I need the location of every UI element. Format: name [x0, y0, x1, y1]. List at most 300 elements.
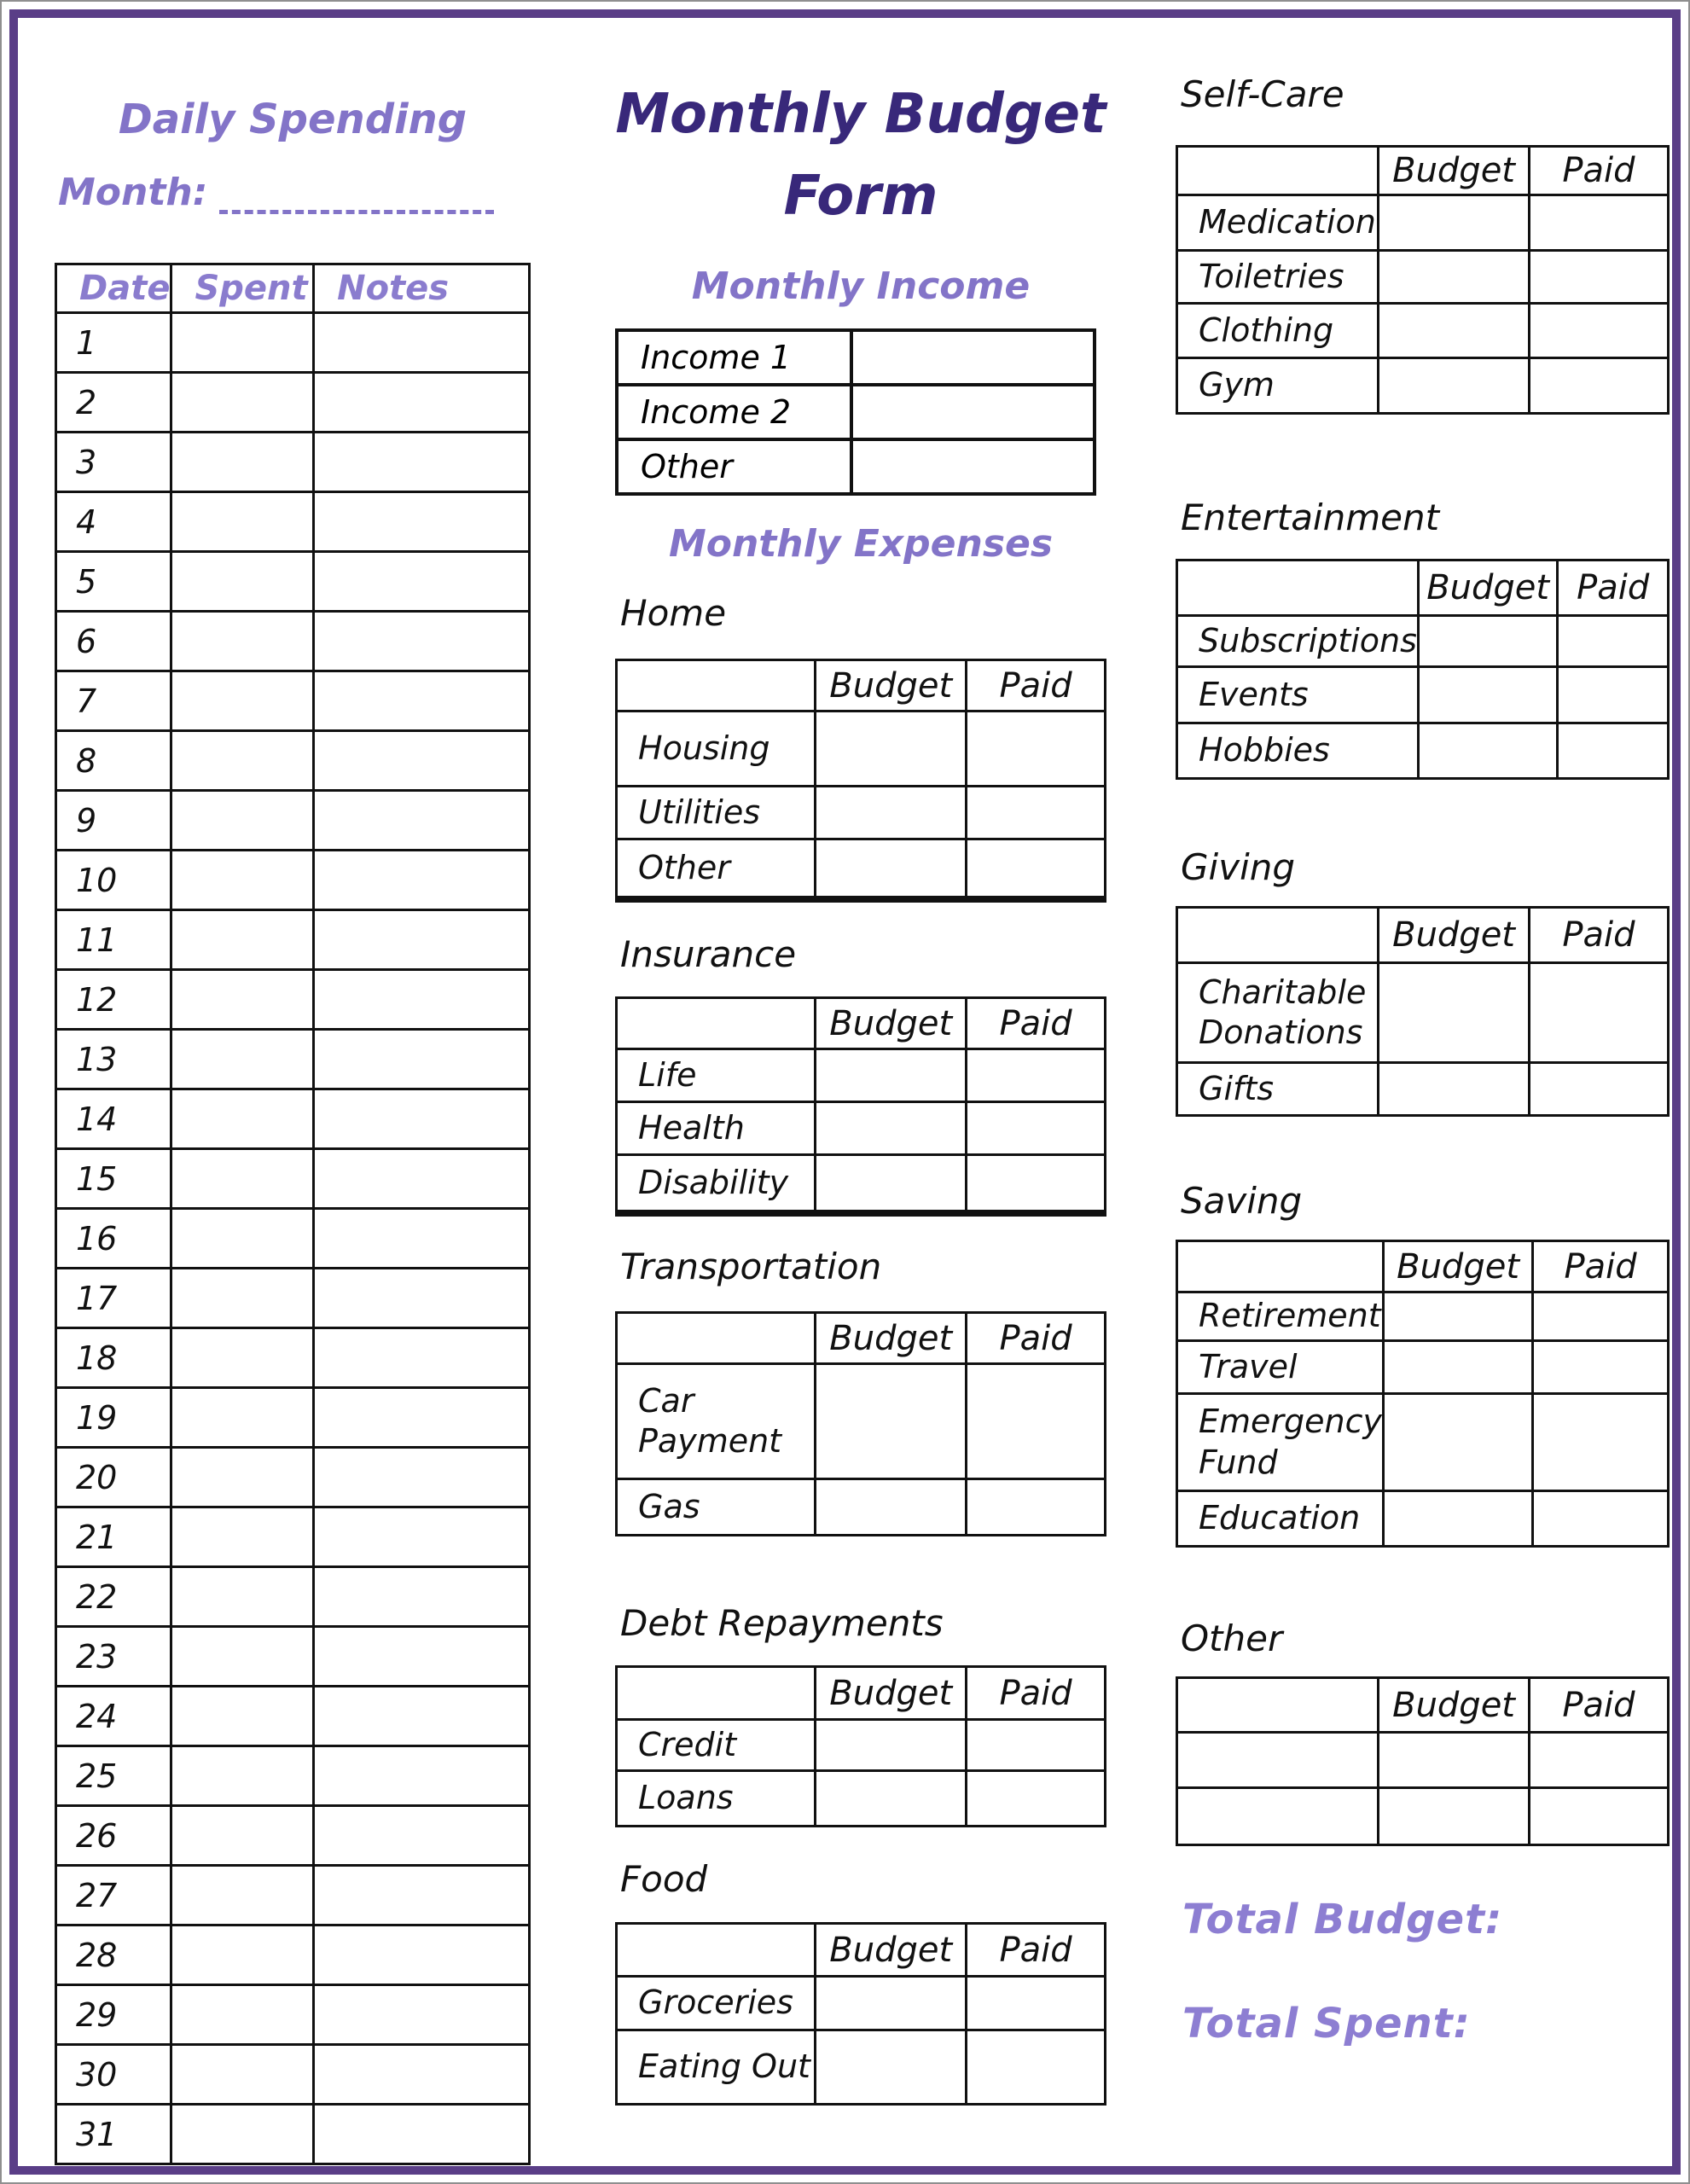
row-label: 22	[56, 1567, 171, 1627]
row-label: 30	[56, 2045, 171, 2105]
notes-cell	[314, 1388, 530, 1448]
table-row	[1177, 667, 1669, 723]
row-label: Disability	[617, 1155, 816, 1213]
paid-column-header: Paid	[1529, 1678, 1668, 1733]
table-row	[56, 2105, 530, 2164]
paid-cell	[967, 787, 1106, 839]
notes-cell	[314, 791, 530, 851]
table-row	[617, 1479, 1106, 1536]
notes-cell	[314, 1030, 530, 1089]
paid-cell	[1533, 1341, 1669, 1394]
row-label: Car Payment	[617, 1364, 816, 1479]
notes-cell	[314, 671, 530, 731]
spent-cell	[171, 1926, 314, 1985]
table-row	[56, 313, 530, 373]
corner-cell	[617, 1313, 816, 1364]
row-label: Gym	[1177, 358, 1379, 414]
spent-cell	[171, 612, 314, 671]
row-label: Life	[617, 1049, 816, 1102]
section-label-giving: Giving	[1181, 846, 1296, 888]
spent-cell	[171, 1388, 314, 1448]
budget-cell	[1379, 1733, 1530, 1788]
row-label: 27	[56, 1866, 171, 1926]
table-row	[56, 1687, 530, 1746]
table-row	[56, 910, 530, 970]
row-label: Income 1	[617, 330, 851, 385]
notes-cell	[314, 1687, 530, 1746]
section-label-transportation: Transportation	[620, 1246, 882, 1287]
paid-cell	[1533, 1394, 1669, 1491]
spent-cell	[171, 1089, 314, 1149]
row-label: Utilities	[617, 787, 816, 839]
paid-cell	[967, 1364, 1106, 1479]
table-row	[56, 851, 530, 910]
table-row	[1177, 1063, 1669, 1116]
date-column-header: Date	[56, 264, 171, 313]
home-header-row	[617, 660, 1106, 712]
spent-cell	[171, 2045, 314, 2105]
corner-cell	[1177, 908, 1379, 963]
table-row	[56, 1866, 530, 1926]
section-label-food: Food	[620, 1858, 708, 1900]
spent-cell	[171, 1806, 314, 1866]
other-header-row	[1177, 1678, 1669, 1733]
paid-cell	[1529, 963, 1668, 1063]
budget-column-header: Budget	[816, 1924, 967, 1977]
page-title-line2: Form	[783, 165, 938, 228]
budget-column-header: Budget	[1379, 1678, 1530, 1733]
notes-cell	[314, 851, 530, 910]
budget-cell	[1418, 667, 1557, 723]
transportation-table	[615, 1311, 1106, 1536]
table-row	[1177, 1491, 1669, 1547]
budget-cell	[816, 1102, 967, 1155]
debt-repayments-table	[615, 1665, 1106, 1827]
budget-cell	[816, 839, 967, 899]
paid-column-header: Paid	[967, 1313, 1106, 1364]
notes-cell	[314, 552, 530, 612]
paid-cell	[1529, 1063, 1668, 1116]
notes-cell	[314, 1269, 530, 1328]
row-label: Housing	[617, 712, 816, 787]
budget-column-header: Budget	[1418, 561, 1557, 616]
giving-table	[1176, 906, 1670, 1117]
table-row	[56, 1806, 530, 1866]
row-label: 4	[56, 492, 171, 552]
table-row	[56, 433, 530, 492]
row-label: 25	[56, 1746, 171, 1806]
table-row	[1177, 1341, 1669, 1394]
notes-cell	[314, 2105, 530, 2164]
paid-cell	[1529, 358, 1668, 414]
spent-cell	[171, 791, 314, 851]
table-row	[56, 1269, 530, 1328]
notes-cell	[314, 1089, 530, 1149]
paid-column-header: Paid	[967, 660, 1106, 712]
budget-cell	[1379, 358, 1530, 414]
notes-cell	[314, 970, 530, 1030]
spent-cell	[171, 552, 314, 612]
budget-cell	[1379, 195, 1530, 251]
notes-cell	[314, 492, 530, 552]
table-row	[56, 970, 530, 1030]
budget-column-header: Budget	[816, 998, 967, 1049]
table-row	[617, 2030, 1106, 2105]
corner-cell	[617, 998, 816, 1049]
paid-cell	[1529, 1788, 1668, 1845]
spent-cell	[171, 1687, 314, 1746]
row-label: 9	[56, 791, 171, 851]
monthly-expenses-heading: Monthly Expenses	[668, 522, 1054, 566]
corner-cell	[617, 660, 816, 712]
spent-cell	[171, 731, 314, 791]
row-label: 31	[56, 2105, 171, 2164]
budget-cell	[1379, 251, 1530, 304]
paid-cell	[1558, 723, 1669, 779]
notes-cell	[314, 1507, 530, 1567]
row-label: 28	[56, 1926, 171, 1985]
spent-cell	[171, 492, 314, 552]
row-label: 24	[56, 1687, 171, 1746]
row-label: 23	[56, 1627, 171, 1687]
table-row	[1177, 195, 1669, 251]
budget-cell	[1379, 1788, 1530, 1845]
paid-cell	[967, 1049, 1106, 1102]
budget-column-header: Budget	[816, 1313, 967, 1364]
paid-column-header: Paid	[1533, 1241, 1669, 1292]
table-row	[56, 791, 530, 851]
spent-cell	[171, 1985, 314, 2045]
row-label: Gifts	[1177, 1063, 1379, 1116]
spent-cell	[171, 313, 314, 373]
budget-cell	[1418, 616, 1557, 667]
notes-cell	[314, 1328, 530, 1388]
spent-cell	[171, 1269, 314, 1328]
self-care-table	[1176, 145, 1670, 415]
budget-column-header: Budget	[1384, 1241, 1533, 1292]
paid-cell	[1529, 251, 1668, 304]
row-label: 15	[56, 1149, 171, 1209]
budget-cell	[816, 2030, 967, 2105]
row-label: 17	[56, 1269, 171, 1328]
table-row	[617, 839, 1106, 899]
amount-cell	[851, 330, 1095, 385]
budget-cell	[1418, 723, 1557, 779]
table-row	[617, 330, 1095, 385]
table-row	[617, 385, 1095, 439]
table-row	[56, 1388, 530, 1448]
month-blank-line	[219, 177, 494, 214]
notes-cell	[314, 433, 530, 492]
spent-cell	[171, 1209, 314, 1269]
paid-cell	[1558, 667, 1669, 723]
paid-cell	[967, 712, 1106, 787]
section-label-entertainment: Entertainment	[1181, 497, 1440, 538]
section-label-other: Other	[1181, 1618, 1283, 1659]
section-label-insurance: Insurance	[620, 933, 797, 975]
row-label: Groceries	[617, 1977, 816, 2030]
row-label: Gas	[617, 1479, 816, 1536]
row-label: Medication	[1177, 195, 1379, 251]
table-row	[1177, 251, 1669, 304]
notes-cell	[314, 1985, 530, 2045]
food-header-row	[617, 1924, 1106, 1977]
table-row	[56, 1149, 530, 1209]
spent-cell	[171, 2105, 314, 2164]
table-row	[1177, 1788, 1669, 1845]
row-label: Health	[617, 1102, 816, 1155]
paid-column-header: Paid	[967, 1924, 1106, 1977]
budget-cell	[1379, 1063, 1530, 1116]
row-label: 26	[56, 1806, 171, 1866]
row-label: Travel	[1177, 1341, 1384, 1394]
paid-column-header: Paid	[1529, 147, 1668, 195]
spent-cell	[171, 433, 314, 492]
notes-cell	[314, 1149, 530, 1209]
table-row	[1177, 616, 1669, 667]
month-field-row	[58, 171, 494, 214]
section-label-debt-repayments: Debt Repayments	[620, 1602, 944, 1644]
row-label: 2	[56, 373, 171, 433]
paid-cell	[967, 1771, 1106, 1827]
total-spent-label: Total Spent:	[1182, 2000, 1471, 2048]
row-label	[1177, 1733, 1379, 1788]
spent-cell	[171, 1866, 314, 1926]
notes-cell	[314, 1627, 530, 1687]
corner-cell	[617, 1667, 816, 1720]
row-label: 10	[56, 851, 171, 910]
budget-column-header: Budget	[816, 660, 967, 712]
row-label: 5	[56, 552, 171, 612]
budget-cell	[1384, 1491, 1533, 1547]
table-row	[56, 2045, 530, 2105]
paid-cell	[967, 1977, 1106, 2030]
notes-cell	[314, 1448, 530, 1507]
table-row	[617, 1977, 1106, 2030]
paid-cell	[1533, 1491, 1669, 1547]
entertainment-header-row	[1177, 561, 1669, 616]
paid-cell	[967, 1155, 1106, 1213]
table-row	[617, 1720, 1106, 1771]
daily-spending-table	[55, 263, 531, 2165]
row-label: 21	[56, 1507, 171, 1567]
spent-cell	[171, 1627, 314, 1687]
spent-cell	[171, 1507, 314, 1567]
table-row	[617, 1155, 1106, 1213]
paid-cell	[1529, 1733, 1668, 1788]
right-column	[1176, 0, 1670, 2184]
paid-column-header: Paid	[967, 1667, 1106, 1720]
middle-column	[615, 0, 1106, 2184]
total-budget-label: Total Budget:	[1182, 1896, 1503, 1943]
spent-cell	[171, 970, 314, 1030]
notes-cell	[314, 1567, 530, 1627]
table-row	[56, 1030, 530, 1089]
budget-cell	[816, 1049, 967, 1102]
amount-cell	[851, 385, 1095, 439]
insurance-header-row	[617, 998, 1106, 1049]
notes-cell	[314, 1209, 530, 1269]
notes-cell	[314, 1926, 530, 1985]
other-table	[1176, 1676, 1670, 1846]
spent-cell	[171, 1448, 314, 1507]
table-row	[56, 1089, 530, 1149]
table-row	[56, 1627, 530, 1687]
row-label: Education	[1177, 1491, 1384, 1547]
row-label: 1	[56, 313, 171, 373]
row-label: Other	[617, 839, 816, 899]
notes-cell	[314, 1806, 530, 1866]
paid-cell	[1558, 616, 1669, 667]
table-row	[56, 1985, 530, 2045]
table-row	[617, 787, 1106, 839]
corner-cell	[1177, 147, 1379, 195]
saving-table	[1176, 1240, 1670, 1548]
saving-header-row	[1177, 1241, 1669, 1292]
notes-cell	[314, 612, 530, 671]
paid-cell	[967, 839, 1106, 899]
section-label-self-care: Self-Care	[1181, 73, 1344, 115]
spent-cell	[171, 910, 314, 970]
corner-cell	[617, 1924, 816, 1977]
row-label	[1177, 1788, 1379, 1845]
table-row	[56, 1567, 530, 1627]
row-label: Eating Out	[617, 2030, 816, 2105]
table-row	[56, 1507, 530, 1567]
row-label: 29	[56, 1985, 171, 2045]
paid-cell	[967, 1720, 1106, 1771]
budget-cell	[1379, 963, 1530, 1063]
row-label: 7	[56, 671, 171, 731]
budget-cell	[816, 787, 967, 839]
transportation-header-row	[617, 1313, 1106, 1364]
row-label: Credit	[617, 1720, 816, 1771]
table-row	[56, 612, 530, 671]
row-label: 19	[56, 1388, 171, 1448]
spent-cell	[171, 1328, 314, 1388]
notes-cell	[314, 313, 530, 373]
entertainment-table	[1176, 559, 1670, 780]
budget-cell	[816, 712, 967, 787]
notes-cell	[314, 1866, 530, 1926]
budget-cell	[816, 1771, 967, 1827]
self-care-header-row	[1177, 147, 1669, 195]
spent-cell	[171, 671, 314, 731]
paid-cell	[1533, 1292, 1669, 1341]
budget-cell	[816, 1155, 967, 1213]
daily-table-header-row	[56, 264, 530, 313]
budget-cell	[816, 1977, 967, 2030]
table-row	[1177, 1292, 1669, 1341]
paid-cell	[1529, 304, 1668, 358]
row-label: Clothing	[1177, 304, 1379, 358]
table-row	[1177, 723, 1669, 779]
table-row	[1177, 1394, 1669, 1491]
row-label: Events	[1177, 667, 1419, 723]
spent-cell	[171, 1746, 314, 1806]
budget-cell	[1384, 1341, 1533, 1394]
row-label: 3	[56, 433, 171, 492]
month-label: Month:	[58, 171, 208, 214]
budget-cell	[1379, 304, 1530, 358]
row-label: 8	[56, 731, 171, 791]
row-label: Income 2	[617, 385, 851, 439]
notes-cell	[314, 910, 530, 970]
table-row	[617, 1771, 1106, 1827]
monthly-income-heading: Monthly Income	[691, 264, 1031, 308]
budget-cell	[816, 1720, 967, 1771]
row-label: Toiletries	[1177, 251, 1379, 304]
budget-column-header: Budget	[1379, 147, 1530, 195]
food-table	[615, 1922, 1106, 2106]
table-row	[617, 712, 1106, 787]
row-label: Loans	[617, 1771, 816, 1827]
paid-column-header: Paid	[1558, 561, 1669, 616]
budget-cell	[1384, 1394, 1533, 1491]
table-row	[56, 552, 530, 612]
home-table	[615, 659, 1106, 903]
table-row	[617, 439, 1095, 494]
row-label: 12	[56, 970, 171, 1030]
paid-cell	[967, 1102, 1106, 1155]
table-row	[56, 1926, 530, 1985]
spent-cell	[171, 373, 314, 433]
row-label: Retirement	[1177, 1292, 1384, 1341]
table-row	[617, 1364, 1106, 1479]
notes-cell	[314, 1746, 530, 1806]
page-title	[615, 73, 1106, 237]
row-label: 16	[56, 1209, 171, 1269]
giving-header-row	[1177, 908, 1669, 963]
corner-cell	[1177, 1678, 1379, 1733]
table-row	[56, 731, 530, 791]
spent-cell	[171, 1030, 314, 1089]
insurance-table	[615, 996, 1106, 1217]
debt-header-row	[617, 1667, 1106, 1720]
paid-column-header: Paid	[1529, 908, 1668, 963]
section-label-saving: Saving	[1181, 1180, 1303, 1222]
budget-cell	[1384, 1292, 1533, 1341]
row-label: 13	[56, 1030, 171, 1089]
table-row	[56, 1448, 530, 1507]
row-label: 6	[56, 612, 171, 671]
table-row	[56, 671, 530, 731]
notes-column-header: Notes	[314, 264, 530, 313]
notes-cell	[314, 2045, 530, 2105]
row-label: Subscriptions	[1177, 616, 1419, 667]
table-row	[617, 1102, 1106, 1155]
row-label: Emergency Fund	[1177, 1394, 1384, 1491]
paid-cell	[967, 2030, 1106, 2105]
row-label: 18	[56, 1328, 171, 1388]
row-label: 14	[56, 1089, 171, 1149]
row-label: Charitable Donations	[1177, 963, 1379, 1063]
budget-cell	[816, 1364, 967, 1479]
row-label: Other	[617, 439, 851, 494]
row-label: Hobbies	[1177, 723, 1419, 779]
table-row	[1177, 963, 1669, 1063]
paid-cell	[967, 1479, 1106, 1536]
table-row	[56, 492, 530, 552]
daily-spending-column	[55, 0, 531, 2184]
paid-cell	[1529, 195, 1668, 251]
table-row	[617, 1049, 1106, 1102]
table-row	[1177, 304, 1669, 358]
table-row	[56, 1746, 530, 1806]
monthly-income-table	[615, 328, 1096, 496]
budget-cell	[816, 1479, 967, 1536]
paid-column-header: Paid	[967, 998, 1106, 1049]
